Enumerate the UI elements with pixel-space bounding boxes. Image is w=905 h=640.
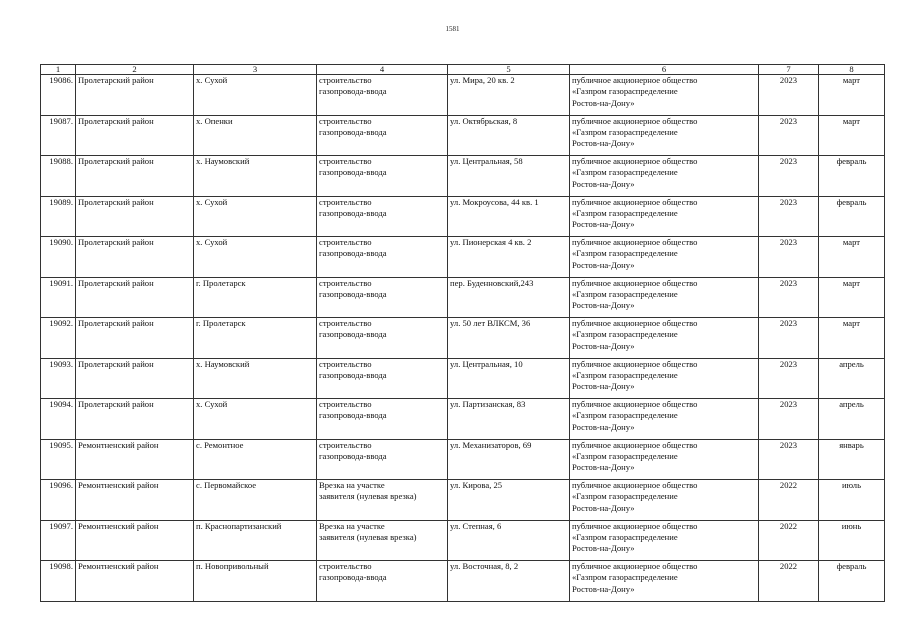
district-cell: [76, 439, 194, 480]
cell-text: 19092.: [49, 318, 73, 328]
settlement-cell: [194, 75, 317, 116]
cell-text: публичное акционерное общество: [572, 237, 698, 247]
settlement-cell: [194, 115, 317, 156]
cell-text: 19086.: [49, 75, 73, 85]
cell-text: Пролетарский район: [78, 358, 154, 369]
settlement-cell: [194, 520, 317, 561]
organization-cell: [570, 318, 759, 359]
month-cell: [819, 156, 885, 197]
column-header: 7: [759, 65, 819, 75]
cell-text: ул. 50 лет ВЛКСМ, 36: [450, 318, 531, 328]
address-cell: [448, 75, 570, 116]
row-number: [41, 277, 76, 318]
cell-text: февраль: [836, 156, 867, 166]
organization-cell: [570, 196, 759, 237]
cell-text: февраль: [836, 561, 867, 571]
row-number: [41, 358, 76, 399]
organization-cell: [570, 75, 759, 116]
cell-text: февраль: [836, 196, 867, 207]
cell-text: «Газпром газораспределение: [572, 572, 678, 583]
cell-text: х. Сухой: [196, 196, 228, 207]
cell-text: апрель: [839, 358, 864, 369]
cell-text: Ростов-на-Дону»: [572, 543, 635, 554]
work-type-cell: [317, 75, 448, 116]
cell-text: ул. Кирова, 25: [450, 480, 503, 490]
district-cell: [76, 156, 194, 197]
settlement-cell: [194, 439, 317, 480]
organization-cell: [570, 115, 759, 156]
column-header: 1: [41, 65, 76, 75]
cell-text: Ростов-на-Дону»: [572, 421, 635, 432]
table-row: [41, 115, 885, 156]
month-cell: [819, 520, 885, 561]
cell-text: ул. Октябрьская, 8: [450, 115, 518, 126]
district-cell: [76, 318, 194, 359]
cell-text: Ростов-на-Дону»: [572, 219, 635, 230]
month-cell: [819, 237, 885, 278]
cell-text: публичное акционерное общество: [572, 480, 698, 490]
cell-text: «Газпром газораспределение: [572, 288, 678, 299]
work-type-cell: [317, 237, 448, 278]
table-row: [41, 439, 885, 480]
cell-text: п. Краснопартизанский: [196, 520, 282, 531]
organization-cell: [570, 358, 759, 399]
cell-text: 19095.: [49, 439, 73, 450]
year-cell: [759, 115, 819, 156]
cell-text: пер. Буденновский,243: [450, 277, 534, 288]
table-row: [41, 520, 885, 561]
cell-text: Врезка на участке: [319, 520, 385, 531]
cell-text: газопровода-ввода: [319, 126, 387, 137]
settlement-cell: [194, 237, 317, 278]
month-cell: [819, 277, 885, 318]
cell-text: публичное акционерное общество: [572, 75, 698, 85]
month-cell: [819, 358, 885, 399]
year-cell: [759, 520, 819, 561]
cell-text: июнь: [841, 520, 862, 531]
cell-text: 2023: [779, 196, 798, 207]
cell-text: Ростов-на-Дону»: [572, 502, 635, 513]
cell-text: строительство: [319, 399, 372, 409]
address-cell: [448, 358, 570, 399]
table-row: [41, 237, 885, 278]
district-cell: [76, 277, 194, 318]
cell-text: Ростов-на-Дону»: [572, 97, 635, 108]
cell-text: март: [842, 115, 861, 126]
cell-text: х. Сухой: [196, 237, 228, 247]
district-cell: [76, 480, 194, 521]
year-cell: [759, 277, 819, 318]
organization-cell: [570, 156, 759, 197]
cell-text: публичное акционерное общество: [572, 399, 698, 409]
cell-text: г. Пролетарск: [196, 277, 246, 288]
cell-text: Ремонтненский район: [78, 561, 159, 571]
cell-text: х. Наумовский: [196, 358, 250, 369]
column-header: 8: [819, 65, 885, 75]
cell-text: 2023: [779, 115, 798, 126]
month-cell: [819, 115, 885, 156]
cell-text: ул. Мокроусова, 44 кв. 1: [450, 196, 539, 207]
cell-text: 2023: [779, 358, 798, 369]
address-cell: [448, 277, 570, 318]
row-number: [41, 318, 76, 359]
cell-text: 19097.: [49, 520, 73, 531]
cell-text: 19087.: [49, 115, 73, 126]
cell-text: март: [842, 277, 861, 288]
table-row: [41, 277, 885, 318]
year-cell: [759, 399, 819, 440]
cell-text: ул. Степная, 6: [450, 520, 502, 531]
cell-text: строительство: [319, 439, 372, 450]
cell-text: «Газпром газораспределение: [572, 531, 678, 542]
month-cell: [819, 399, 885, 440]
address-cell: [448, 237, 570, 278]
table-row: [41, 196, 885, 237]
cell-text: «Газпром газораспределение: [572, 491, 678, 502]
column-header: 2: [76, 65, 194, 75]
cell-text: 2023: [779, 156, 798, 166]
cell-text: Пролетарский район: [78, 75, 154, 85]
cell-text: газопровода-ввода: [319, 248, 387, 259]
district-cell: [76, 115, 194, 156]
table-row: [41, 156, 885, 197]
cell-text: газопровода-ввода: [319, 288, 387, 299]
cell-text: х. Сухой: [196, 75, 228, 85]
cell-text: ул. Центральная, 10: [450, 358, 523, 369]
cell-text: публичное акционерное общество: [572, 439, 698, 450]
cell-text: строительство: [319, 75, 372, 85]
organization-cell: [570, 237, 759, 278]
row-number: [41, 480, 76, 521]
work-type-cell: [317, 439, 448, 480]
address-cell: [448, 480, 570, 521]
cell-text: газопровода-ввода: [319, 572, 387, 583]
cell-text: 2023: [779, 237, 798, 247]
column-header: 3: [194, 65, 317, 75]
cell-text: июль: [841, 480, 861, 490]
year-cell: [759, 561, 819, 602]
district-cell: [76, 399, 194, 440]
month-cell: [819, 318, 885, 359]
cell-text: Ростов-на-Дону»: [572, 381, 635, 392]
cell-text: газопровода-ввода: [319, 369, 387, 380]
cell-text: 2023: [779, 318, 798, 328]
cell-text: ул. Партизанская, 83: [450, 399, 526, 409]
cell-text: Пролетарский район: [78, 318, 154, 328]
cell-text: публичное акционерное общество: [572, 196, 698, 207]
cell-text: «Газпром газораспределение: [572, 248, 678, 259]
cell-text: г. Пролетарск: [196, 318, 246, 328]
cell-text: Ростов-на-Дону»: [572, 462, 635, 473]
cell-text: 19096.: [49, 480, 73, 490]
cell-text: строительство: [319, 358, 372, 369]
table-row: [41, 480, 885, 521]
cell-text: Ростов-на-Дону»: [572, 583, 635, 594]
column-number-row: [41, 65, 885, 75]
settlement-cell: [194, 399, 317, 440]
cell-text: х. Наумовский: [196, 156, 250, 166]
work-type-cell: [317, 318, 448, 359]
row-number: [41, 561, 76, 602]
organization-cell: [570, 480, 759, 521]
cell-text: газопровода-ввода: [319, 86, 387, 97]
year-cell: [759, 358, 819, 399]
cell-text: заявителя (нулевая врезка): [319, 531, 417, 542]
district-cell: [76, 520, 194, 561]
district-cell: [76, 358, 194, 399]
cell-text: 2022: [779, 480, 798, 490]
cell-text: ул. Мира, 20 кв. 2: [450, 75, 515, 85]
cell-text: строительство: [319, 115, 372, 126]
address-cell: [448, 196, 570, 237]
cell-text: строительство: [319, 196, 372, 207]
year-cell: [759, 480, 819, 521]
work-type-cell: [317, 115, 448, 156]
column-header: 4: [317, 65, 448, 75]
cell-text: март: [842, 237, 861, 247]
address-cell: [448, 561, 570, 602]
work-type-cell: [317, 399, 448, 440]
cell-text: 19089.: [49, 196, 73, 207]
cell-text: Ростов-на-Дону»: [572, 340, 635, 351]
cell-text: Пролетарский район: [78, 237, 154, 247]
row-number: [41, 75, 76, 116]
cell-text: «Газпром газораспределение: [572, 329, 678, 340]
cell-text: газопровода-ввода: [319, 207, 387, 218]
work-type-cell: [317, 358, 448, 399]
address-cell: [448, 439, 570, 480]
row-number: [41, 520, 76, 561]
column-header: 6: [570, 65, 759, 75]
cell-text: «Газпром газораспределение: [572, 369, 678, 380]
cell-text: «Газпром газораспределение: [572, 207, 678, 218]
cell-text: Пролетарский район: [78, 196, 154, 207]
month-cell: [819, 75, 885, 116]
work-type-cell: [317, 156, 448, 197]
column-header: 5: [448, 65, 570, 75]
row-number: [41, 156, 76, 197]
cell-text: 19098.: [49, 561, 73, 571]
settlement-cell: [194, 318, 317, 359]
work-type-cell: [317, 277, 448, 318]
cell-text: март: [842, 318, 861, 328]
cell-text: 2023: [779, 75, 798, 85]
cell-text: публичное акционерное общество: [572, 358, 698, 369]
month-cell: [819, 196, 885, 237]
cell-text: заявителя (нулевая врезка): [319, 491, 417, 502]
cell-text: январь: [839, 439, 864, 450]
cell-text: Ростов-на-Дону»: [572, 178, 635, 189]
cell-text: строительство: [319, 277, 372, 288]
table-row: [41, 318, 885, 359]
cell-text: строительство: [319, 318, 372, 328]
cell-text: «Газпром газораспределение: [572, 86, 678, 97]
cell-text: строительство: [319, 156, 372, 166]
cell-text: публичное акционерное общество: [572, 520, 698, 531]
cell-text: «Газпром газораспределение: [572, 167, 678, 178]
cell-text: «Газпром газораспределение: [572, 126, 678, 137]
settlement-cell: [194, 277, 317, 318]
cell-text: 2022: [779, 520, 798, 531]
cell-text: 19094.: [49, 399, 73, 409]
district-cell: [76, 196, 194, 237]
cell-text: 19088.: [49, 156, 73, 166]
cell-text: газопровода-ввода: [319, 167, 387, 178]
cell-text: с. Первомайское: [196, 480, 257, 490]
cell-text: публичное акционерное общество: [572, 277, 698, 288]
cell-text: с. Ремонтное: [196, 439, 244, 450]
cell-text: ул. Центральная, 58: [450, 156, 523, 166]
cell-text: Ремонтненский район: [78, 439, 159, 450]
work-type-cell: [317, 480, 448, 521]
cell-text: п. Новопривольный: [196, 561, 269, 571]
organization-cell: [570, 399, 759, 440]
address-cell: [448, 399, 570, 440]
address-cell: [448, 520, 570, 561]
cell-text: газопровода-ввода: [319, 329, 387, 340]
cell-text: апрель: [839, 399, 864, 409]
district-cell: [76, 561, 194, 602]
settlement-cell: [194, 196, 317, 237]
cell-text: строительство: [319, 237, 372, 247]
cell-text: газопровода-ввода: [319, 410, 387, 421]
settlement-cell: [194, 561, 317, 602]
cell-text: х. Сухой: [196, 399, 228, 409]
cell-text: 19091.: [49, 277, 73, 288]
settlement-cell: [194, 480, 317, 521]
table-row: [41, 358, 885, 399]
table-row: [41, 399, 885, 440]
year-cell: [759, 439, 819, 480]
cell-text: Ремонтненский район: [78, 480, 159, 490]
month-cell: [819, 561, 885, 602]
cell-text: Пролетарский район: [78, 115, 154, 126]
year-cell: [759, 75, 819, 116]
cell-text: ул. Механизаторов, 69: [450, 439, 532, 450]
address-cell: [448, 318, 570, 359]
cell-text: 2023: [779, 439, 798, 450]
year-cell: [759, 156, 819, 197]
work-type-cell: [317, 196, 448, 237]
row-number: [41, 115, 76, 156]
cell-text: публичное акционерное общество: [572, 115, 698, 126]
cell-text: Ростов-на-Дону»: [572, 138, 635, 149]
organization-cell: [570, 520, 759, 561]
work-type-cell: [317, 561, 448, 602]
row-number: [41, 439, 76, 480]
settlement-cell: [194, 156, 317, 197]
row-number: [41, 399, 76, 440]
cell-text: ул. Пионерская 4 кв. 2: [450, 237, 532, 247]
organization-cell: [570, 439, 759, 480]
cell-text: Врезка на участке: [319, 480, 385, 490]
month-cell: [819, 480, 885, 521]
work-type-cell: [317, 520, 448, 561]
year-cell: [759, 318, 819, 359]
year-cell: [759, 196, 819, 237]
month-cell: [819, 439, 885, 480]
settlement-cell: [194, 358, 317, 399]
cell-text: строительство: [319, 561, 372, 571]
cell-text: Пролетарский район: [78, 399, 154, 409]
cell-text: Ремонтненский район: [78, 520, 159, 531]
table-row: [41, 75, 885, 116]
cell-text: 19090.: [49, 237, 73, 247]
cell-text: Пролетарский район: [78, 156, 154, 166]
gas-connection-table: [40, 64, 885, 602]
cell-text: март: [842, 75, 861, 85]
cell-text: Ростов-на-Дону»: [572, 300, 635, 311]
cell-text: публичное акционерное общество: [572, 561, 698, 571]
organization-cell: [570, 277, 759, 318]
cell-text: газопровода-ввода: [319, 450, 387, 461]
cell-text: 2023: [779, 399, 798, 409]
year-cell: [759, 237, 819, 278]
table-row: [41, 561, 885, 602]
cell-text: 19093.: [49, 358, 73, 369]
district-cell: [76, 237, 194, 278]
organization-cell: [570, 561, 759, 602]
row-number: [41, 196, 76, 237]
cell-text: публичное акционерное общество: [572, 318, 698, 328]
cell-text: х. Опенки: [196, 115, 233, 126]
cell-text: Ростов-на-Дону»: [572, 259, 635, 270]
address-cell: [448, 115, 570, 156]
cell-text: публичное акционерное общество: [572, 156, 698, 166]
address-cell: [448, 156, 570, 197]
district-cell: [76, 75, 194, 116]
cell-text: 2023: [779, 277, 798, 288]
page-number: 1581: [445, 25, 460, 33]
cell-text: «Газпром газораспределение: [572, 410, 678, 421]
cell-text: 2022: [779, 561, 798, 571]
cell-text: «Газпром газораспределение: [572, 450, 678, 461]
row-number: [41, 237, 76, 278]
cell-text: ул. Восточная, 8, 2: [450, 561, 519, 571]
cell-text: Пролетарский район: [78, 277, 154, 288]
